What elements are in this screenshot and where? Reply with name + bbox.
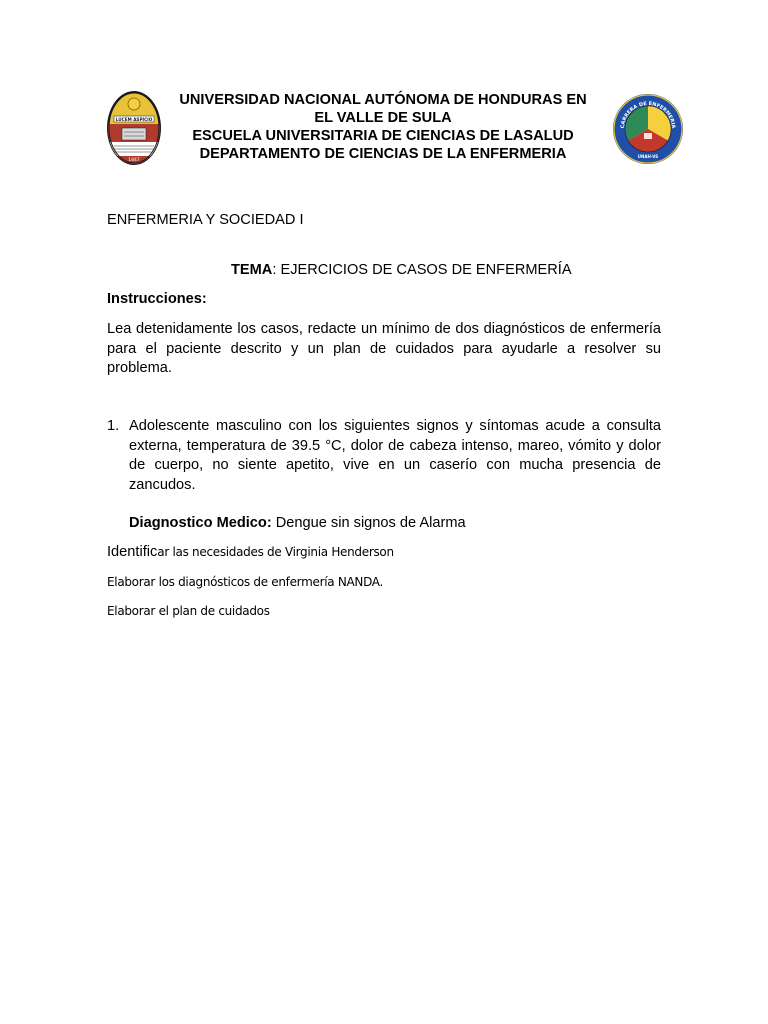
heading-line-3: ESCUELA UNIVERSITARIA DE CIENCIAS DE LASALUD bbox=[192, 128, 574, 144]
university-seal-icon bbox=[106, 90, 162, 166]
case-description: Adolescente masculino con los siguientes signos y síntomas acude a consulta externa, temperatura de 39.5 °C, dolor de cabeza intenso, mareo, vómito y dolor de cuerpo, no siente apetito, vive en un caserío con mucha presencia de zancudos. bbox=[129, 418, 661, 493]
topic-label: TEMA bbox=[231, 262, 273, 278]
task-identify-needs bbox=[107, 544, 394, 560]
seal-year: 1847 bbox=[128, 158, 140, 163]
heading-line-2: EL VALLE DE SULA bbox=[314, 110, 452, 126]
course-name: ENFERMERIA Y SOCIEDAD I bbox=[107, 212, 304, 228]
topic-value: : EJERCICIOS DE CASOS DE ENFERMERÍA bbox=[272, 262, 572, 278]
instructions-body: Lea detenidamente los casos, redacte un mínimo de dos diagnósticos de enfermería para el paciente descrito y un plan de cuidados para ayudarle a resolver su problema. bbox=[107, 321, 661, 376]
topic-line bbox=[231, 261, 572, 279]
case-number: 1. bbox=[107, 418, 120, 434]
case-item bbox=[107, 417, 661, 495]
institution-heading bbox=[168, 91, 598, 163]
task-care-plan: Elaborar el plan de cuidados bbox=[107, 604, 270, 618]
instructions-heading: Instrucciones: bbox=[107, 291, 207, 307]
seal-motto: LUCEM ASPICIO bbox=[115, 117, 153, 122]
task-1-lead: Identific bbox=[107, 544, 158, 560]
diagnosis-label: Diagnostico Medico: bbox=[129, 515, 272, 531]
diagnosis-value: Dengue sin signos de Alarma bbox=[271, 515, 466, 531]
task-nanda-diagnoses: Elaborar los diagnósticos de enfermería NANDA. bbox=[107, 575, 384, 589]
seal-bottom-text: UNAH-VS bbox=[637, 154, 659, 159]
seal-ring-text: CARRERA DE ENFERMERIA bbox=[619, 100, 677, 129]
document-header bbox=[106, 88, 684, 170]
medical-diagnosis bbox=[129, 514, 466, 532]
task-1-rest: ar las necesidades de Virginia Henderson bbox=[157, 545, 394, 559]
heading-line-1: UNIVERSIDAD NACIONAL AUTÓNOMA DE HONDURAS EN bbox=[179, 92, 587, 108]
heading-line-4: DEPARTAMENTO DE CIENCIAS DE LA ENFERMERIA bbox=[199, 146, 567, 162]
nursing-school-seal-icon bbox=[612, 93, 684, 165]
